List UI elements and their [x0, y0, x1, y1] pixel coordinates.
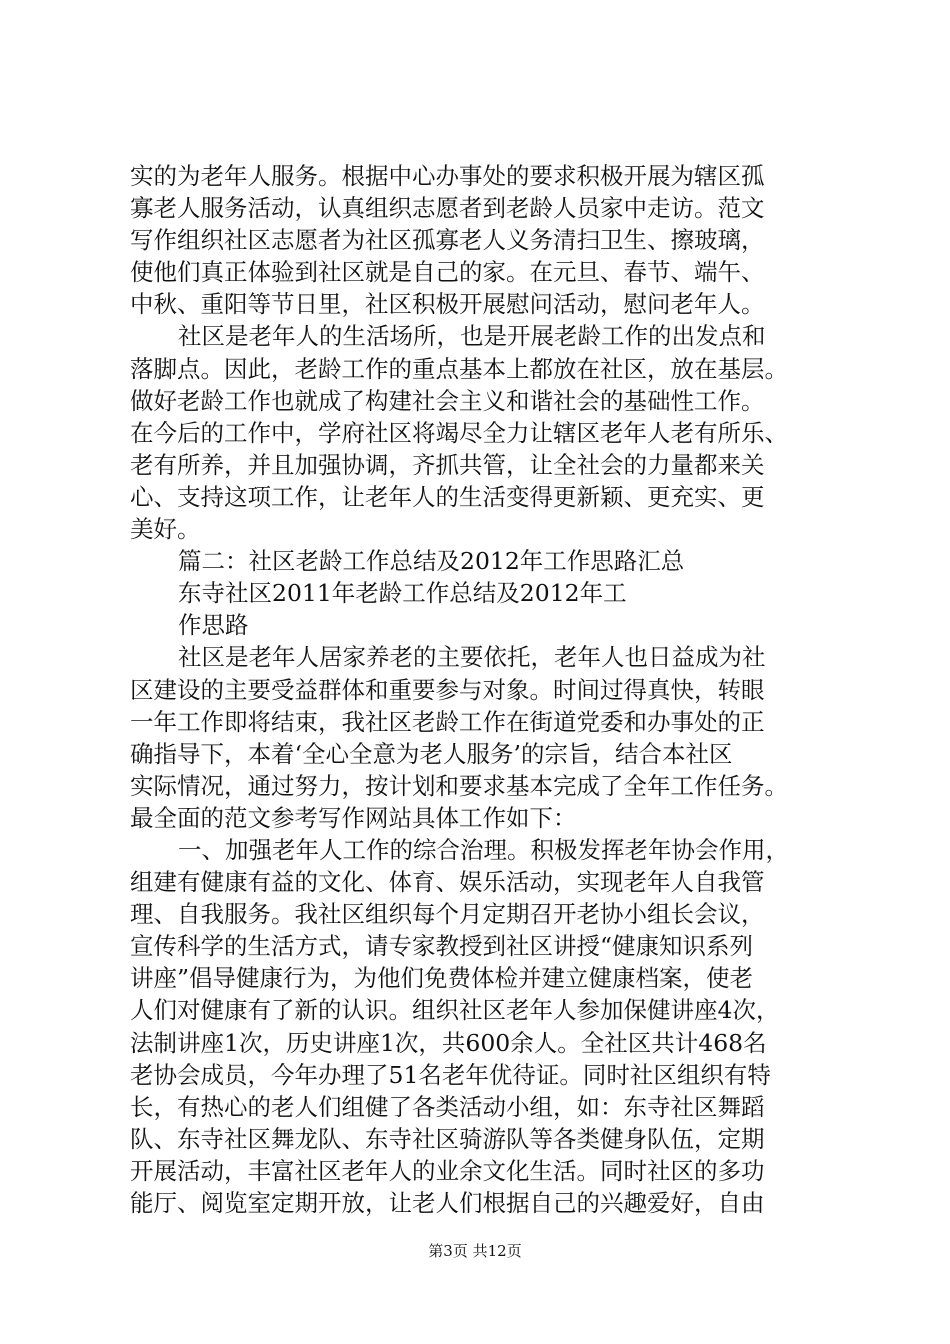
text-line: 实际情况，通过努力，按计划和要求基本完成了全年工作任务。 — [130, 771, 788, 800]
text-line: 中秋、重阳等节日里，社区积极开展慰问活动，慰问老年人。 — [130, 290, 765, 319]
text-line: 使他们真正体验到社区就是自己的家。在元旦、春节、端午、 — [130, 258, 765, 287]
text-line: 社区是老年人居家养老的主要依托，老年人也日益成为社 — [178, 643, 766, 672]
page-number-footer: 第3页 共12页 — [428, 1242, 522, 1260]
text-line: 落脚点。因此，老龄工作的重点基本上都放在社区，放在基层。 — [130, 354, 788, 383]
text-line: 写作组织社区志愿者为社区孤寡老人义务清扫卫生、擦玻璃， — [130, 226, 765, 255]
text-line: 寡老人服务活动，认真组织志愿者到老龄人员家中走访。范文 — [130, 194, 765, 223]
text-line: 一年工作即将结束，我社区老龄工作在街道党委和办事处的正 — [130, 707, 765, 736]
text-line: 长，有热心的老人们组健了各类活动小组，如：东寺社区舞蹈 — [130, 1092, 765, 1121]
text-line: 社区是老年人的生活场所，也是开展老龄工作的出发点和 — [178, 322, 766, 351]
text-line: 美好。 — [130, 515, 201, 544]
text-line: 开展活动，丰富社区老年人的业余文化生活。同时社区的多功 — [130, 1156, 765, 1185]
text-line: 宣传科学的生活方式，请专家教授到社区讲授“健康知识系列 — [130, 932, 754, 961]
text-line: 最全面的范文参考写作网站具体工作如下： — [130, 803, 577, 832]
text-line: 讲座”倡导健康行为，为他们免费体检并建立健康档案，使老 — [130, 964, 754, 993]
text-line: 法制讲座1次，历史讲座1次，共600余人。全社区共计468名 — [130, 1028, 767, 1057]
document-body — [130, 160, 830, 1219]
text-line: 区建设的主要受益群体和重要参与对象。时间过得真快，转眼 — [130, 675, 765, 704]
text-line: 人们对健康有了新的认识。组织社区老年人参加保健讲座4次， — [130, 996, 780, 1025]
text-line: 心、支持这项工作，让老年人的生活变得更新颖、更充实、更 — [130, 482, 765, 511]
text-line: 理、自我服务。我社区组织每个月定期召开老协小组长会议， — [130, 900, 765, 929]
text-line: 实的为老年人服务。根据中心办事处的要求积极开展为辖区孤 — [130, 162, 765, 190]
text-line: 篇二：社区老龄工作总结及2012年工作思路汇总 — [178, 547, 685, 576]
text-line: 能厅、阅览室定期开放，让老人们根据自己的兴趣爱好，自由 — [130, 1189, 765, 1217]
text-line: 确指导下，本着‘全心全意为老人服务’的宗旨，结合本社区 — [130, 739, 733, 768]
text-line: 东寺社区2011年老龄工作总结及2012年工 — [178, 579, 627, 608]
text-line: 老协会成员，今年办理了51名老年优待证。同时社区组织有特 — [130, 1060, 771, 1089]
text-line: 在今后的工作中，学府社区将竭尽全力让辖区老年人老有所乐、 — [130, 418, 788, 447]
text-line: 老有所养，并且加强协调，齐抓共管，让全社会的力量都来关 — [130, 450, 765, 479]
text-line: 作思路 — [178, 611, 249, 640]
text-line: 队、东寺社区舞龙队、东寺社区骑游队等各类健身队伍，定期 — [130, 1124, 765, 1153]
text-line: 组建有健康有益的文化、体育、娱乐活动，实现老年人自我管 — [130, 868, 765, 897]
text-line: 做好老龄工作也就成了构建社会主义和谐社会的基础性工作。 — [130, 386, 765, 415]
text-line: 一、加强老年人工作的综合治理。积极发挥老年协会作用， — [178, 835, 789, 864]
